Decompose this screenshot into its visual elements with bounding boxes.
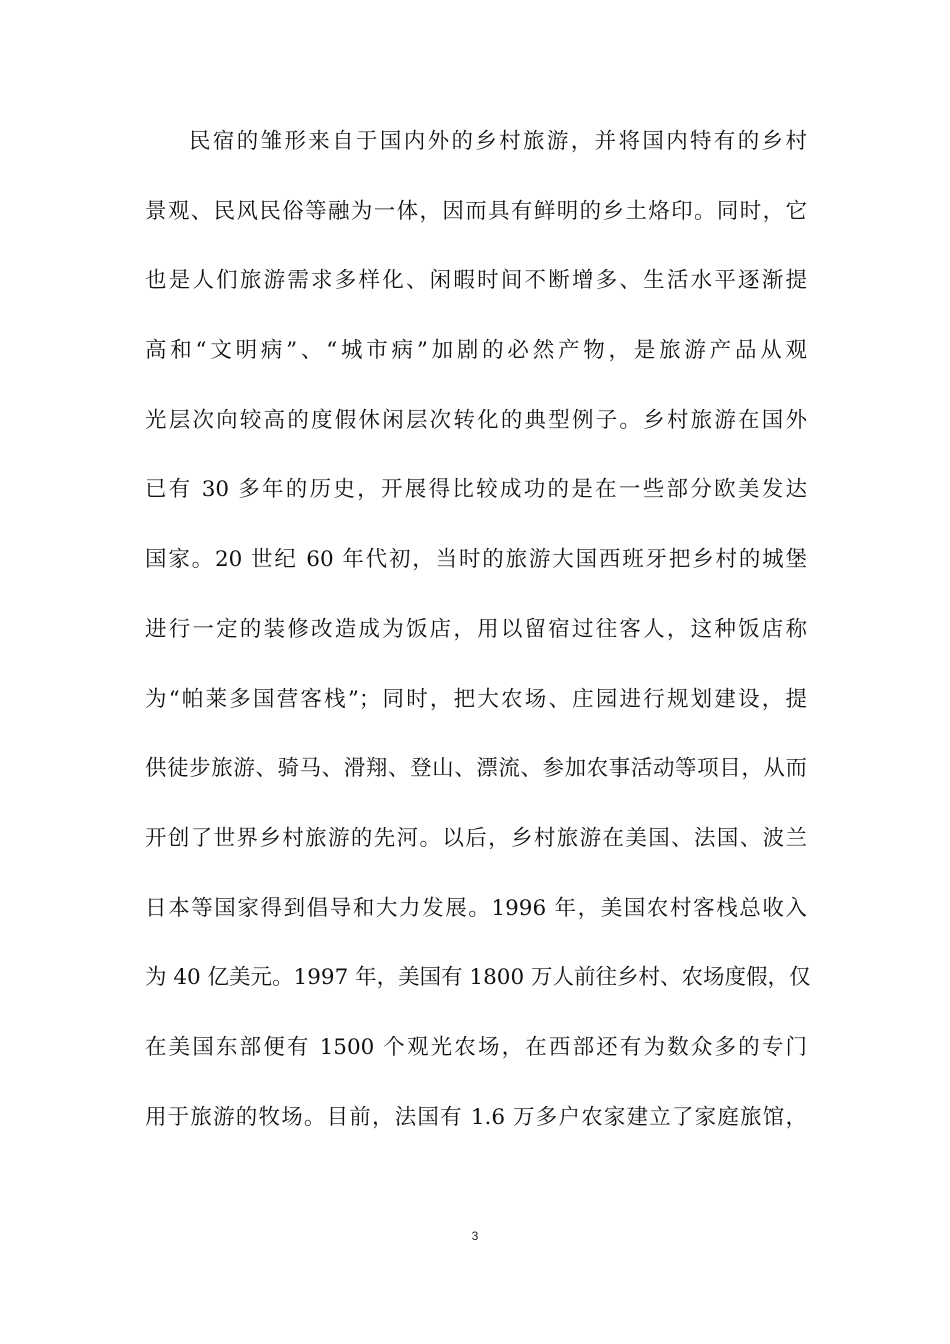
paragraph-line: 为“帕莱多国营客栈”；同时，把大农场、庄园进行规划建设，提 (145, 686, 807, 712)
paragraph-line: 国家。20 世纪 60 年代初，当时的旅游大国西班牙把乡村的城堡 (145, 547, 807, 573)
paragraph-line: 景观、民风民俗等融为一体，因而具有鲜明的乡土烙印。同时，它 (145, 198, 807, 224)
paragraph-line: 在美国东部便有 1500 个观光农场，在西部还有为数众多的专门 (145, 1034, 807, 1060)
page-number: 3 (471, 1229, 479, 1243)
paragraph-line: 用于旅游的牧场。目前，法国有 1.6 万多户农家建立了家庭旅馆， (145, 1104, 807, 1130)
paragraph-line: 民宿的雏形来自于国内外的乡村旅游，并将国内特有的乡村 (189, 129, 807, 154)
body-paragraph (145, 125, 811, 1170)
paragraph-line: 供徒步旅游、骑马、滑翔、登山、漂流、参加农事活动等项目，从而 (145, 756, 807, 782)
paragraph-line: 已有 30 多年的历史，开展得比较成功的是在一些部分欧美发达 (145, 477, 807, 503)
paragraph-line: 也是人们旅游需求多样化、闲暇时间不断增多、生活水平逐渐提 (145, 268, 807, 294)
paragraph-line: 为 40 亿美元。1997 年，美国有 1800 万人前往乡村、农场度假，仅 (145, 965, 811, 991)
paragraph-line: 开创了世界乡村旅游的先河。以后，乡村旅游在美国、法国、波兰 (145, 825, 807, 851)
paragraph-line: 进行一定的装修改造成为饭店，用以留宿过往客人，这种饭店称 (145, 616, 807, 642)
paragraph-line: 高和“文明病”、“城市病”加剧的必然产物，是旅游产品从观 (145, 338, 807, 364)
paragraph-line: 光层次向较高的度假休闲层次转化的典型例子。乡村旅游在国外 (145, 407, 807, 433)
paragraph-line: 日本等国家得到倡导和大力发展。1996 年，美国农村客栈总收入 (145, 895, 807, 921)
